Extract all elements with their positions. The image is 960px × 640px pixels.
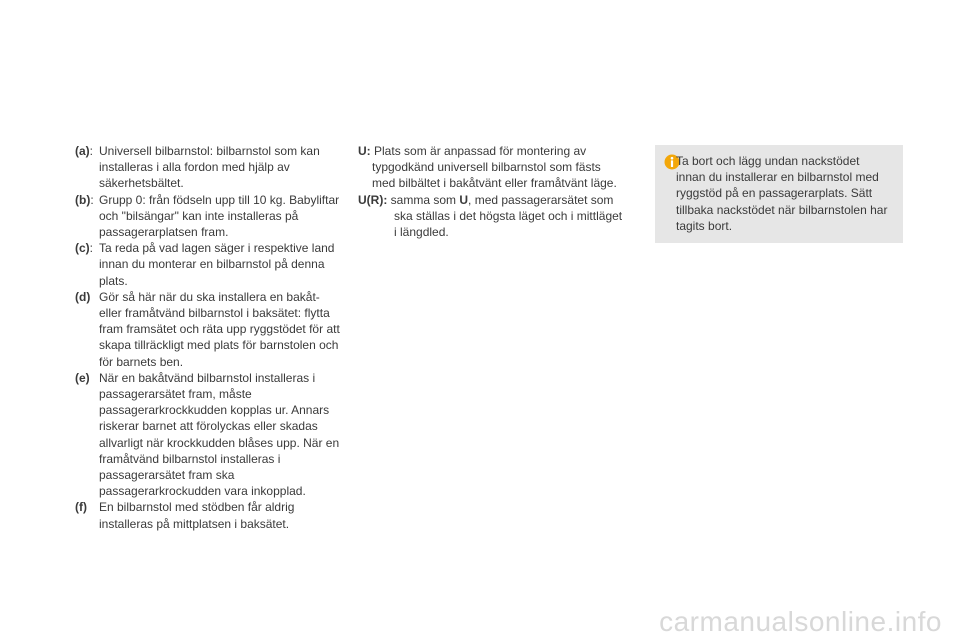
note-c-sep: : (89, 241, 94, 256)
note-a (75, 143, 345, 192)
notes-left-column (75, 143, 345, 532)
note-ur-label: U(R): (358, 192, 388, 207)
note-ur-text-bold: U (459, 192, 469, 207)
note-f-text: En bilbarnstol med stödben får aldrig installeras på mittplatsen i baksätet. (99, 500, 295, 531)
note-e-text: När en bakåtvänd bilbarnstol installeras i passagerarsätet fram, måste passagerarkrockkudden kopplas ur. Annars riskerar barnet att förolyckas eller skadas allvarligt när krockkudden blåses upp. När en framåtvänd bilbarnstol installeras i passagerarsätet fram ska passagerarkrockudden vara inkopplad. (99, 370, 340, 499)
note-c (75, 240, 345, 289)
note-ur-text-after: , med passagerarsätet som ska ställas i det högsta läget och i mittläget i längdled. (394, 192, 623, 240)
note-b (75, 192, 345, 241)
note-f (75, 499, 345, 531)
info-box-text: Ta bort och lägg undan nackstödet innan du installerar en bilbarnstol med ryggstöd på en passagerarplats. Sätt tillbaka nackstödet när bilbarnstolen har tagits bort. (676, 154, 888, 233)
note-b-label: (b) (75, 192, 91, 207)
note-f-label: (f) (75, 500, 87, 515)
note-ur (358, 192, 623, 241)
note-ur-text-before: samma som (390, 192, 460, 207)
note-a-label: (a) (75, 144, 90, 158)
note-u-label: U: (358, 144, 371, 158)
note-a-sep: : (89, 144, 94, 158)
note-e (75, 370, 345, 500)
note-a-text: Universell bilbarnstol: bilbarnstol som kan installeras i alla fordon med hjälp av säkerhetsbältet. (99, 144, 320, 191)
note-u-text: Plats som är anpassad för montering av typgodkänd universell bilbarnstol som fästs med bilbältet i bakåtvänt eller framåtvänt läge. (372, 144, 617, 191)
note-d (75, 289, 345, 370)
note-u (358, 143, 623, 192)
watermark: carmanualsonline.info (659, 606, 942, 637)
note-b-sep: : (90, 192, 94, 207)
note-e-label: (e) (75, 370, 90, 385)
note-d-label: (d) (75, 289, 91, 304)
note-b-text: Grupp 0: från födseln upp till 10 kg. Babyliftar och "bilsängar" kan inte installeras på passagerarplatsen fram. (99, 192, 340, 240)
note-c-label: (c) (75, 241, 90, 256)
note-c-text: Ta reda på vad lagen säger i respektive land innan du monterar en bilbarnstol på denna plats. (99, 241, 335, 288)
note-d-text: Gör så här när du ska installera en bakåt- eller framåtvänd bilbarnstol i baksätet: flytta fram framsätet och räta upp ryggstödet för att skapa tillräckligt med plats för barnstolen och för barnets ben. (99, 289, 340, 369)
notes-mid-column (358, 143, 623, 240)
info-box (655, 145, 903, 243)
